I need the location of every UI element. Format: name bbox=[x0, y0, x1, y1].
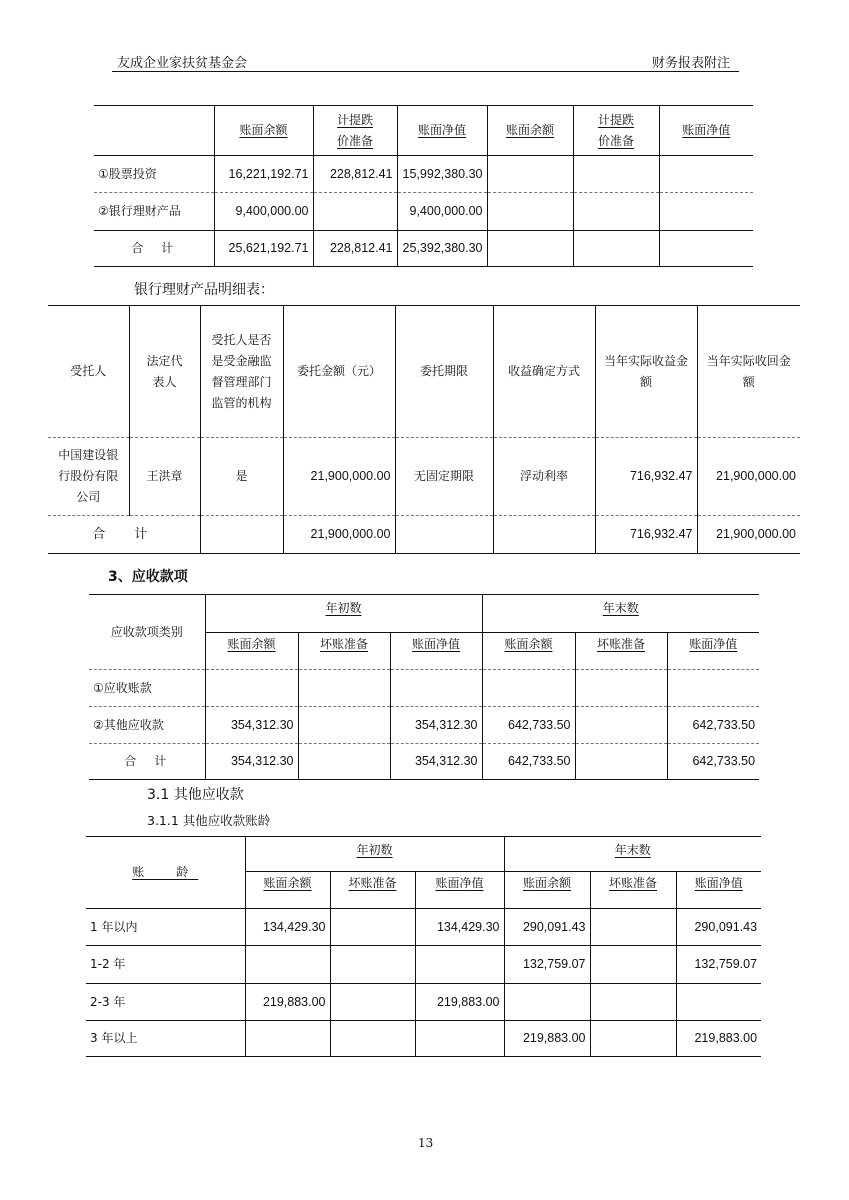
header-cell: 受托人是否是受金融监督管理部门监管的机构 bbox=[200, 306, 283, 438]
section-3-title: 3、应收款项 bbox=[108, 569, 188, 585]
table-cell: 354,312.30 bbox=[205, 744, 298, 780]
table-row bbox=[94, 156, 753, 193]
table-cell bbox=[298, 707, 390, 744]
table-cell bbox=[659, 156, 753, 193]
table-cell bbox=[245, 946, 330, 984]
header-rule bbox=[112, 71, 739, 72]
group-header-begin: 年初数 bbox=[245, 837, 504, 872]
bank-products-title: 银行理财产品明细表： bbox=[134, 282, 274, 298]
table-cell: 9,400,000.00 bbox=[214, 193, 313, 231]
table-total-row bbox=[94, 231, 753, 267]
table-header-row bbox=[89, 595, 759, 633]
table-cell bbox=[573, 156, 659, 193]
table-cell bbox=[667, 670, 759, 707]
table-cell: 219,883.00 bbox=[504, 1021, 590, 1057]
table-cell bbox=[330, 1021, 415, 1057]
subheader-cell: 坏账准备 bbox=[298, 633, 390, 670]
table-cell: 21,900,000.00 bbox=[697, 438, 800, 516]
subheader-cell: 账面余额 bbox=[504, 872, 590, 909]
category-header: 应收款项类别 bbox=[89, 595, 205, 670]
table-cell: 642,733.50 bbox=[482, 707, 575, 744]
subheader-cell: 账面余额 bbox=[245, 872, 330, 909]
table-row bbox=[86, 984, 761, 1021]
table-cell: 浮动利率 bbox=[493, 438, 595, 516]
table-cell: 21,900,000.00 bbox=[697, 516, 800, 554]
table-header-row bbox=[48, 306, 800, 438]
row-label: ①股票投资 bbox=[94, 156, 214, 193]
table-cell: 354,312.30 bbox=[390, 707, 482, 744]
header-cell: 法定代表人 bbox=[129, 306, 200, 438]
table-row bbox=[86, 946, 761, 984]
table-row bbox=[94, 193, 753, 231]
table-cell bbox=[487, 231, 573, 267]
table-cell bbox=[590, 1021, 676, 1057]
header-cell: 计提跌 价准备 bbox=[573, 106, 659, 156]
subsection-3-1-1-title: 3.1.1 其他应收款账龄 bbox=[147, 813, 271, 828]
header-cell: 当年实际收益金额 bbox=[595, 306, 697, 438]
group-header-begin: 年初数 bbox=[205, 595, 482, 633]
header-cell: 当年实际收回金额 bbox=[697, 306, 800, 438]
table-cell: 无固定期限 bbox=[395, 438, 493, 516]
group-header-end: 年末数 bbox=[482, 595, 759, 633]
header-cell: 账面净值 bbox=[397, 106, 487, 156]
table-cell bbox=[330, 946, 415, 984]
row-label: 合 计 bbox=[131, 241, 177, 255]
table-row bbox=[89, 707, 759, 744]
subheader-cell: 坏账准备 bbox=[590, 872, 676, 909]
table-cell: 642,733.50 bbox=[667, 744, 759, 780]
table-cell bbox=[659, 231, 753, 267]
header-cell: 受托人 bbox=[48, 306, 129, 438]
table-cell bbox=[298, 744, 390, 780]
table-row bbox=[89, 670, 759, 707]
table-cell: 25,621,192.71 bbox=[214, 231, 313, 267]
page-number: 13 bbox=[418, 1136, 434, 1150]
row-label: ①应收账款 bbox=[89, 670, 205, 707]
table-cell bbox=[575, 670, 667, 707]
table-cell: 是 bbox=[200, 438, 283, 516]
receivables-table bbox=[89, 594, 759, 780]
subsection-3-1-title: 3.1 其他应收款 bbox=[147, 787, 244, 803]
subheader-cell: 账面净值 bbox=[676, 872, 761, 909]
table-cell: 290,091.43 bbox=[676, 909, 761, 946]
header-cell: 委托金额（元） bbox=[283, 306, 395, 438]
table-cell: 16,221,192.71 bbox=[214, 156, 313, 193]
table-cell: 15,992,380.30 bbox=[397, 156, 487, 193]
table-row bbox=[86, 1021, 761, 1057]
table-cell: 134,429.30 bbox=[245, 909, 330, 946]
table-row bbox=[86, 909, 761, 946]
table-cell: 21,900,000.00 bbox=[283, 438, 395, 516]
row-label: 合 计 bbox=[124, 754, 170, 768]
header-cell bbox=[94, 106, 214, 156]
table-cell: 219,883.00 bbox=[676, 1021, 761, 1057]
table-cell bbox=[590, 946, 676, 984]
table-cell bbox=[487, 156, 573, 193]
table-cell bbox=[415, 946, 504, 984]
table-cell: 132,759.07 bbox=[676, 946, 761, 984]
table-cell bbox=[590, 984, 676, 1021]
table-total-row bbox=[89, 744, 759, 780]
table-cell bbox=[659, 193, 753, 231]
table-row bbox=[48, 438, 800, 516]
table-cell bbox=[330, 984, 415, 1021]
table-header-row bbox=[94, 106, 753, 156]
header-cell: 账面余额 bbox=[214, 106, 313, 156]
row-label: ②其他应收款 bbox=[89, 707, 205, 744]
table-cell bbox=[573, 231, 659, 267]
subheader-cell: 账面净值 bbox=[415, 872, 504, 909]
subheader-cell: 账面净值 bbox=[667, 633, 759, 670]
table-cell bbox=[482, 670, 575, 707]
table-cell bbox=[313, 193, 397, 231]
table-cell bbox=[575, 707, 667, 744]
row-label: 1-2 年 bbox=[86, 946, 245, 984]
age-header: 账 龄 bbox=[86, 837, 245, 909]
row-label: ②银行理财产品 bbox=[94, 193, 214, 231]
subheader-cell: 账面余额 bbox=[205, 633, 298, 670]
table-cell bbox=[390, 670, 482, 707]
table-cell bbox=[395, 516, 493, 554]
table-cell: 219,883.00 bbox=[245, 984, 330, 1021]
table-cell: 642,733.50 bbox=[482, 744, 575, 780]
header-cell: 计提跌 价准备 bbox=[313, 106, 397, 156]
table-cell: 228,812.41 bbox=[313, 231, 397, 267]
header-cell: 收益确定方式 bbox=[493, 306, 595, 438]
table-cell: 25,392,380.30 bbox=[397, 231, 487, 267]
row-label: 合 计 bbox=[92, 527, 156, 542]
table-header-row bbox=[86, 837, 761, 872]
table-cell bbox=[200, 516, 283, 554]
header-cell: 委托期限 bbox=[395, 306, 493, 438]
table-cell: 716,932.47 bbox=[595, 438, 697, 516]
table-cell: 王洪章 bbox=[129, 438, 200, 516]
table-cell bbox=[493, 516, 595, 554]
table-cell bbox=[330, 909, 415, 946]
table-cell: 642,733.50 bbox=[667, 707, 759, 744]
header-cell: 账面余额 bbox=[487, 106, 573, 156]
table-cell bbox=[415, 1021, 504, 1057]
table-cell bbox=[590, 909, 676, 946]
table-cell: 228,812.41 bbox=[313, 156, 397, 193]
subheader-cell: 坏账准备 bbox=[575, 633, 667, 670]
table-cell: 中国建设银行股份有限公司 bbox=[48, 438, 129, 516]
table-total-row bbox=[48, 516, 800, 554]
row-label: 2-3 年 bbox=[86, 984, 245, 1021]
table-cell bbox=[575, 744, 667, 780]
table-cell: 290,091.43 bbox=[504, 909, 590, 946]
bank-products-table bbox=[48, 305, 800, 554]
receivables-aging-table bbox=[86, 836, 761, 1057]
table-cell bbox=[676, 984, 761, 1021]
subheader-cell: 账面余额 bbox=[482, 633, 575, 670]
subheader-cell: 坏账准备 bbox=[330, 872, 415, 909]
table-cell: 354,312.30 bbox=[205, 707, 298, 744]
table-cell bbox=[573, 193, 659, 231]
table-cell: 21,900,000.00 bbox=[283, 516, 395, 554]
table-cell: 219,883.00 bbox=[415, 984, 504, 1021]
table-cell bbox=[504, 984, 590, 1021]
table-cell: 9,400,000.00 bbox=[397, 193, 487, 231]
header-right: 财务报表附注 bbox=[652, 56, 731, 71]
table-cell: 354,312.30 bbox=[390, 744, 482, 780]
subheader-cell: 账面净值 bbox=[390, 633, 482, 670]
row-label: 1 年以内 bbox=[86, 909, 245, 946]
table-cell: 132,759.07 bbox=[504, 946, 590, 984]
investment-table bbox=[94, 105, 753, 267]
header-cell: 账面净值 bbox=[659, 106, 753, 156]
header-left: 友成企业家扶贫基金会 bbox=[117, 56, 248, 71]
table-cell bbox=[487, 193, 573, 231]
table-cell bbox=[298, 670, 390, 707]
table-cell: 134,429.30 bbox=[415, 909, 504, 946]
row-label: 3 年以上 bbox=[90, 1031, 138, 1045]
table-cell bbox=[245, 1021, 330, 1057]
table-cell bbox=[205, 670, 298, 707]
group-header-end: 年末数 bbox=[504, 837, 761, 872]
table-cell: 716,932.47 bbox=[595, 516, 697, 554]
